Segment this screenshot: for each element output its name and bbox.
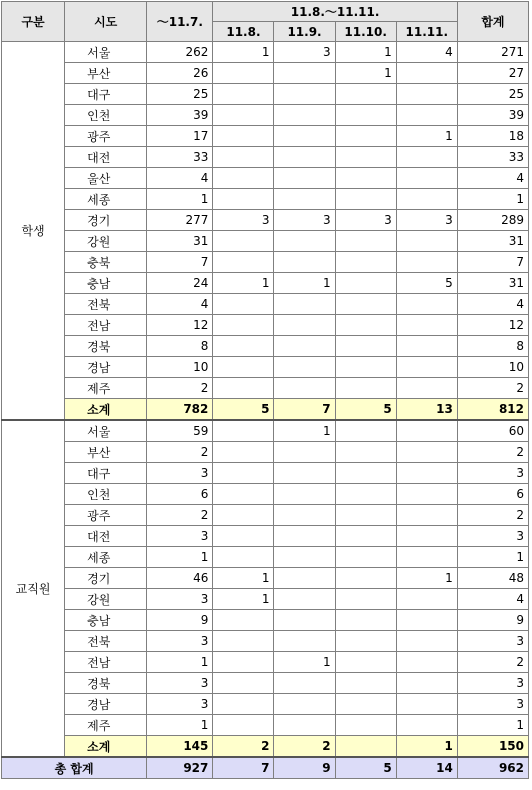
grand-total-cell-m10: 5	[335, 757, 396, 779]
table-row	[2, 673, 529, 694]
table-row	[2, 694, 529, 715]
value-cell-m9	[274, 442, 335, 463]
value-cell-until: 1	[147, 547, 213, 568]
value-cell-m9	[274, 505, 335, 526]
region-cell: 제주	[65, 715, 147, 736]
value-cell-m9	[274, 231, 335, 252]
value-cell-until: 1	[147, 652, 213, 673]
value-cell-total: 4	[457, 294, 528, 315]
value-cell-until: 33	[147, 147, 213, 168]
value-cell-until: 2	[147, 442, 213, 463]
value-cell-m9	[274, 589, 335, 610]
value-cell-m9	[274, 105, 335, 126]
region-cell: 대구	[65, 463, 147, 484]
value-cell-m10	[335, 168, 396, 189]
value-cell-m9	[274, 631, 335, 652]
value-cell-m9	[274, 378, 335, 399]
value-cell-until: 4	[147, 294, 213, 315]
value-cell-m10	[335, 484, 396, 505]
value-cell-until: 3	[147, 631, 213, 652]
table-row	[2, 442, 529, 463]
value-cell-m9	[274, 147, 335, 168]
table-row	[2, 631, 529, 652]
region-cell: 충북	[65, 252, 147, 273]
value-cell-total: 10	[457, 357, 528, 378]
table-row	[2, 715, 529, 736]
grand-total-cell-m9: 9	[274, 757, 335, 779]
value-cell-total: 7	[457, 252, 528, 273]
table-row	[2, 84, 529, 105]
value-cell-total: 2	[457, 652, 528, 673]
header-period: 11.8.～11.11.	[213, 2, 457, 22]
value-cell-m11	[396, 378, 457, 399]
value-cell-m9	[274, 547, 335, 568]
region-cell: 세종	[65, 189, 147, 210]
value-cell-total: 1	[457, 547, 528, 568]
region-cell: 서울	[65, 42, 147, 63]
value-cell-m8	[213, 526, 274, 547]
value-cell-total: 1	[457, 715, 528, 736]
value-cell-m10	[335, 631, 396, 652]
value-cell-m10	[335, 357, 396, 378]
value-cell-m11	[396, 147, 457, 168]
subtotal-label: 소계	[65, 736, 147, 758]
value-cell-m11: 3	[396, 210, 457, 231]
region-cell: 충남	[65, 273, 147, 294]
subtotal-cell-m10	[335, 736, 396, 758]
subtotal-row	[2, 399, 529, 421]
value-cell-m9: 1	[274, 652, 335, 673]
table-body	[2, 42, 529, 779]
value-cell-m9	[274, 84, 335, 105]
value-cell-until: 4	[147, 168, 213, 189]
value-cell-m9	[274, 526, 335, 547]
value-cell-m8	[213, 505, 274, 526]
table-row	[2, 336, 529, 357]
region-cell: 울산	[65, 168, 147, 189]
value-cell-m8	[213, 631, 274, 652]
value-cell-until: 9	[147, 610, 213, 631]
value-cell-m10	[335, 147, 396, 168]
value-cell-m9	[274, 168, 335, 189]
table-row	[2, 547, 529, 568]
value-cell-m10	[335, 252, 396, 273]
value-cell-m10	[335, 715, 396, 736]
region-cell: 대전	[65, 147, 147, 168]
value-cell-m11	[396, 715, 457, 736]
value-cell-m8	[213, 463, 274, 484]
value-cell-total: 1	[457, 189, 528, 210]
value-cell-m9: 1	[274, 420, 335, 442]
subtotal-cell-m8: 5	[213, 399, 274, 421]
value-cell-m11	[396, 484, 457, 505]
value-cell-total: 12	[457, 315, 528, 336]
value-cell-m9: 3	[274, 210, 335, 231]
subtotal-cell-m9: 7	[274, 399, 335, 421]
value-cell-total: 271	[457, 42, 528, 63]
value-cell-until: 8	[147, 336, 213, 357]
subtotal-cell-total: 150	[457, 736, 528, 758]
value-cell-total: 3	[457, 673, 528, 694]
value-cell-m10	[335, 568, 396, 589]
value-cell-total: 39	[457, 105, 528, 126]
value-cell-m10: 3	[335, 210, 396, 231]
value-cell-m8	[213, 231, 274, 252]
value-cell-until: 2	[147, 378, 213, 399]
value-cell-total: 4	[457, 168, 528, 189]
region-cell: 대전	[65, 526, 147, 547]
value-cell-m9	[274, 610, 335, 631]
header-month: 11.11.	[396, 22, 457, 42]
value-cell-m8	[213, 378, 274, 399]
value-cell-total: 60	[457, 420, 528, 442]
table-row	[2, 63, 529, 84]
value-cell-m10	[335, 673, 396, 694]
value-cell-m11	[396, 189, 457, 210]
value-cell-total: 3	[457, 463, 528, 484]
value-cell-m8: 1	[213, 589, 274, 610]
table-row	[2, 147, 529, 168]
value-cell-m8	[213, 147, 274, 168]
table-row	[2, 252, 529, 273]
value-cell-until: 3	[147, 526, 213, 547]
value-cell-until: 6	[147, 484, 213, 505]
subtotal-cell-m8: 2	[213, 736, 274, 758]
value-cell-total: 31	[457, 231, 528, 252]
value-cell-m9	[274, 252, 335, 273]
grand-total-label: 총 합계	[2, 757, 147, 779]
value-cell-m10	[335, 694, 396, 715]
value-cell-total: 48	[457, 568, 528, 589]
value-cell-m9	[274, 357, 335, 378]
subtotal-cell-m11: 1	[396, 736, 457, 758]
value-cell-total: 2	[457, 378, 528, 399]
subtotal-cell-until: 782	[147, 399, 213, 421]
value-cell-m8	[213, 442, 274, 463]
value-cell-m9	[274, 463, 335, 484]
value-cell-m10	[335, 294, 396, 315]
region-cell: 전북	[65, 294, 147, 315]
region-cell: 광주	[65, 505, 147, 526]
value-cell-m10	[335, 336, 396, 357]
value-cell-until: 39	[147, 105, 213, 126]
region-cell: 서울	[65, 420, 147, 442]
grand-total-cell-until: 927	[147, 757, 213, 779]
region-cell: 경남	[65, 357, 147, 378]
value-cell-m11: 5	[396, 273, 457, 294]
value-cell-m8: 3	[213, 210, 274, 231]
region-cell: 대구	[65, 84, 147, 105]
table-row	[2, 463, 529, 484]
value-cell-total: 27	[457, 63, 528, 84]
region-cell: 경기	[65, 568, 147, 589]
region-cell: 전북	[65, 631, 147, 652]
value-cell-m10	[335, 273, 396, 294]
subtotal-cell-m11: 13	[396, 399, 457, 421]
value-cell-m11: 1	[396, 126, 457, 147]
table-row	[2, 568, 529, 589]
region-cell: 강원	[65, 589, 147, 610]
value-cell-until: 59	[147, 420, 213, 442]
table-row	[2, 610, 529, 631]
value-cell-m11	[396, 589, 457, 610]
value-cell-m11	[396, 463, 457, 484]
value-cell-until: 1	[147, 189, 213, 210]
value-cell-m8	[213, 673, 274, 694]
subtotal-cell-m10: 5	[335, 399, 396, 421]
value-cell-m11	[396, 168, 457, 189]
table-row	[2, 126, 529, 147]
value-cell-until: 2	[147, 505, 213, 526]
value-cell-until: 12	[147, 315, 213, 336]
table-row	[2, 42, 529, 63]
table-row	[2, 231, 529, 252]
value-cell-m10: 1	[335, 42, 396, 63]
value-cell-m11	[396, 526, 457, 547]
region-cell: 전남	[65, 652, 147, 673]
value-cell-m10	[335, 505, 396, 526]
value-cell-until: 24	[147, 273, 213, 294]
grand-total-cell-total: 962	[457, 757, 528, 779]
value-cell-m11	[396, 84, 457, 105]
value-cell-m11	[396, 252, 457, 273]
table-row	[2, 357, 529, 378]
value-cell-m8	[213, 252, 274, 273]
value-cell-m8	[213, 84, 274, 105]
value-cell-total: 6	[457, 484, 528, 505]
value-cell-m8	[213, 547, 274, 568]
grand-total-cell-m8: 7	[213, 757, 274, 779]
table-row	[2, 652, 529, 673]
value-cell-m9	[274, 189, 335, 210]
value-cell-m8	[213, 694, 274, 715]
value-cell-until: 31	[147, 231, 213, 252]
value-cell-m8	[213, 168, 274, 189]
region-cell: 인천	[65, 484, 147, 505]
value-cell-m10	[335, 315, 396, 336]
subtotal-row	[2, 736, 529, 758]
header-month: 11.9.	[274, 22, 335, 42]
value-cell-m10	[335, 526, 396, 547]
value-cell-m11	[396, 357, 457, 378]
value-cell-m8	[213, 336, 274, 357]
value-cell-total: 31	[457, 273, 528, 294]
value-cell-total: 4	[457, 589, 528, 610]
value-cell-m8	[213, 652, 274, 673]
table-row	[2, 484, 529, 505]
region-cell: 경기	[65, 210, 147, 231]
value-cell-m11	[396, 336, 457, 357]
value-cell-m9	[274, 715, 335, 736]
value-cell-m8	[213, 63, 274, 84]
value-cell-m10	[335, 589, 396, 610]
value-cell-until: 3	[147, 463, 213, 484]
value-cell-until: 1	[147, 715, 213, 736]
value-cell-m8	[213, 357, 274, 378]
value-cell-until: 262	[147, 42, 213, 63]
value-cell-m8: 1	[213, 42, 274, 63]
value-cell-m8: 1	[213, 568, 274, 589]
value-cell-total: 3	[457, 526, 528, 547]
statistics-table	[1, 1, 529, 779]
value-cell-total: 3	[457, 631, 528, 652]
value-cell-until: 277	[147, 210, 213, 231]
value-cell-m10	[335, 126, 396, 147]
value-cell-m10	[335, 610, 396, 631]
region-cell: 광주	[65, 126, 147, 147]
region-cell: 인천	[65, 105, 147, 126]
grand-total-cell-m11: 14	[396, 757, 457, 779]
value-cell-m10	[335, 84, 396, 105]
value-cell-m10: 1	[335, 63, 396, 84]
value-cell-total: 33	[457, 147, 528, 168]
region-cell: 경남	[65, 694, 147, 715]
value-cell-total: 8	[457, 336, 528, 357]
value-cell-m8	[213, 610, 274, 631]
value-cell-until: 3	[147, 694, 213, 715]
value-cell-m9	[274, 673, 335, 694]
region-cell: 강원	[65, 231, 147, 252]
value-cell-m8	[213, 105, 274, 126]
value-cell-until: 17	[147, 126, 213, 147]
value-cell-m8	[213, 715, 274, 736]
value-cell-m11	[396, 631, 457, 652]
region-cell: 경북	[65, 336, 147, 357]
header-month: 11.8.	[213, 22, 274, 42]
table-row	[2, 294, 529, 315]
region-cell: 경북	[65, 673, 147, 694]
value-cell-m11	[396, 420, 457, 442]
table-row	[2, 189, 529, 210]
value-cell-until: 25	[147, 84, 213, 105]
value-cell-m11	[396, 105, 457, 126]
value-cell-m10	[335, 378, 396, 399]
subtotal-label: 소계	[65, 399, 147, 421]
table-row	[2, 210, 529, 231]
value-cell-m10	[335, 189, 396, 210]
table-row	[2, 420, 529, 442]
value-cell-m8	[213, 484, 274, 505]
value-cell-m11	[396, 63, 457, 84]
section-label: 학생	[2, 42, 65, 421]
value-cell-m9	[274, 336, 335, 357]
value-cell-m11	[396, 294, 457, 315]
table-row	[2, 105, 529, 126]
value-cell-m10	[335, 652, 396, 673]
value-cell-m8	[213, 420, 274, 442]
value-cell-until: 3	[147, 589, 213, 610]
value-cell-m11	[396, 315, 457, 336]
value-cell-m11	[396, 442, 457, 463]
value-cell-total: 2	[457, 442, 528, 463]
region-cell: 부산	[65, 63, 147, 84]
value-cell-until: 7	[147, 252, 213, 273]
section-label: 교직원	[2, 420, 65, 757]
value-cell-m9	[274, 484, 335, 505]
value-cell-m11	[396, 694, 457, 715]
grand-total-row	[2, 757, 529, 779]
value-cell-total: 289	[457, 210, 528, 231]
value-cell-m11	[396, 652, 457, 673]
value-cell-m10	[335, 463, 396, 484]
region-cell: 충남	[65, 610, 147, 631]
value-cell-m11	[396, 547, 457, 568]
value-cell-m9	[274, 294, 335, 315]
value-cell-m11: 1	[396, 568, 457, 589]
value-cell-until: 3	[147, 673, 213, 694]
value-cell-until: 10	[147, 357, 213, 378]
value-cell-total: 2	[457, 505, 528, 526]
value-cell-total: 9	[457, 610, 528, 631]
region-cell: 제주	[65, 378, 147, 399]
subtotal-cell-m9: 2	[274, 736, 335, 758]
header-category: 구분	[2, 2, 65, 42]
value-cell-m10	[335, 231, 396, 252]
region-cell: 전남	[65, 315, 147, 336]
table-row	[2, 505, 529, 526]
value-cell-m9: 1	[274, 273, 335, 294]
value-cell-m10	[335, 442, 396, 463]
table-row	[2, 589, 529, 610]
value-cell-m9	[274, 315, 335, 336]
value-cell-m9	[274, 63, 335, 84]
table-row	[2, 273, 529, 294]
value-cell-m8: 1	[213, 273, 274, 294]
value-cell-total: 3	[457, 694, 528, 715]
value-cell-m8	[213, 315, 274, 336]
subtotal-cell-total: 812	[457, 399, 528, 421]
table-row	[2, 315, 529, 336]
value-cell-m8	[213, 126, 274, 147]
value-cell-m9	[274, 126, 335, 147]
value-cell-m11	[396, 673, 457, 694]
value-cell-m9	[274, 568, 335, 589]
value-cell-until: 46	[147, 568, 213, 589]
header-until: ～11.7.	[147, 2, 213, 42]
header-region: 시도	[65, 2, 147, 42]
value-cell-m10	[335, 420, 396, 442]
header-total: 합계	[457, 2, 528, 42]
value-cell-total: 25	[457, 84, 528, 105]
value-cell-until: 26	[147, 63, 213, 84]
table-row	[2, 526, 529, 547]
value-cell-m11	[396, 231, 457, 252]
header-month: 11.10.	[335, 22, 396, 42]
value-cell-m10	[335, 105, 396, 126]
value-cell-m11	[396, 505, 457, 526]
value-cell-m9	[274, 694, 335, 715]
value-cell-m8	[213, 294, 274, 315]
region-cell: 부산	[65, 442, 147, 463]
table-row	[2, 168, 529, 189]
value-cell-m11: 4	[396, 42, 457, 63]
value-cell-m9: 3	[274, 42, 335, 63]
value-cell-total: 18	[457, 126, 528, 147]
value-cell-m8	[213, 189, 274, 210]
value-cell-m11	[396, 610, 457, 631]
subtotal-cell-until: 145	[147, 736, 213, 758]
table-row	[2, 378, 529, 399]
region-cell: 세종	[65, 547, 147, 568]
value-cell-m10	[335, 547, 396, 568]
